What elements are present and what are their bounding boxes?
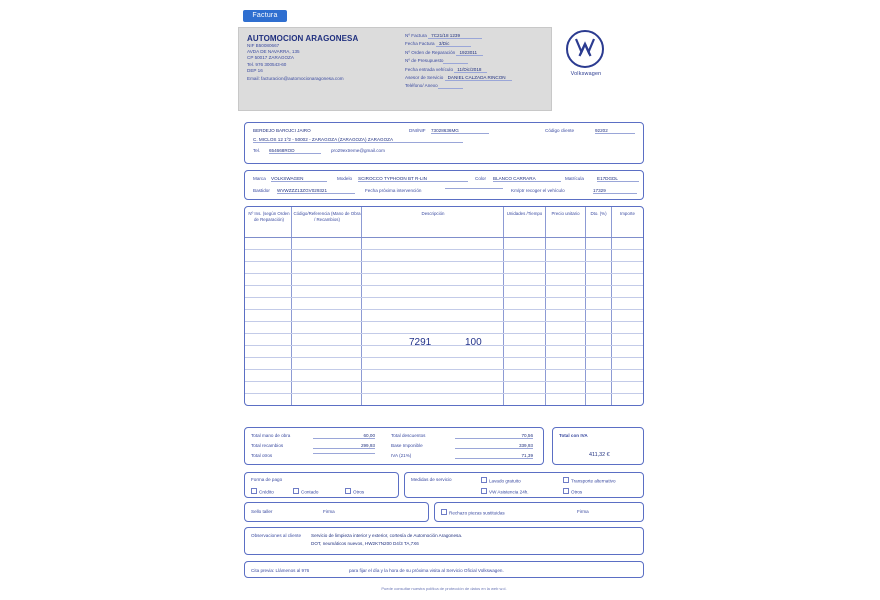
measure-option-label: Otros — [571, 489, 583, 495]
payment-option-label: Contado — [301, 489, 319, 495]
totals-box — [244, 427, 544, 465]
total-parts-value: 299,93 — [313, 443, 375, 449]
meta-label: Nº Factura — [405, 33, 427, 38]
observations-box — [244, 527, 644, 555]
checkbox-icon[interactable] — [293, 488, 299, 494]
total-labour-label: Total mano de obra — [251, 433, 291, 438]
vehicle-pickup: 17329 — [593, 188, 637, 194]
grand-total-label: Total con IVA — [559, 433, 588, 438]
payment-title: Forma de pago — [251, 477, 283, 482]
stamp-firm-label: Firma — [323, 509, 335, 514]
vehicle-box — [244, 170, 644, 200]
meta-label: Nº de Presupuesto — [405, 58, 444, 64]
meta-row — [405, 40, 545, 48]
meta-label: Fecha entrada vehículo — [405, 66, 454, 72]
payment-option-credito[interactable] — [251, 488, 274, 495]
client-email: pro29extreme@gmail.com — [331, 148, 385, 153]
vehicle-pickup-label: Km/ptr recoger el vehículo — [511, 188, 565, 193]
vehicle-brand-label: Marca — [253, 176, 266, 181]
invoice-header-block — [238, 27, 552, 111]
appointment-box — [244, 561, 644, 578]
client-code-label: Código cliente — [545, 128, 575, 133]
taxable-base-label: Base Imponible — [391, 443, 423, 448]
vehicle-next-label: Fecha próxima intervención — [365, 188, 422, 193]
meta-row — [405, 32, 545, 40]
measure-option-otros[interactable] — [563, 488, 582, 495]
privacy-footnote: Puede consultar nuestra política de protección de datos en la web w.d. — [381, 586, 507, 591]
meta-row — [405, 74, 545, 82]
meta-row — [405, 82, 545, 90]
total-labour-value: 60,00 — [313, 433, 375, 439]
company-line: Tel. 976 300543-60 — [247, 61, 287, 67]
company-email: Email: facturacion@automocionaragonesa.com — [247, 76, 344, 82]
client-phone-label: Tel. — [253, 148, 261, 153]
checkbox-icon[interactable] — [563, 477, 569, 483]
invoice-meta-block — [405, 32, 545, 91]
observations-title: Observaciones al cliente — [251, 533, 302, 538]
company-name: AUTOMOCION ARAGONESA — [247, 34, 359, 43]
stamp-title: Sello taller — [251, 509, 273, 514]
vehicle-plate: E17DGDL — [597, 176, 639, 182]
stamp-box — [244, 502, 429, 522]
meta-label: Fecha Factura — [405, 41, 435, 47]
vehicle-next — [445, 188, 503, 189]
brand-name: Volkswagen — [570, 71, 602, 77]
measures-title: Medidas de servicio — [411, 477, 452, 482]
rejected-parts-option[interactable] — [441, 509, 505, 516]
grand-total-box — [552, 427, 644, 465]
checkbox-icon[interactable] — [563, 488, 569, 494]
meta-row — [405, 66, 545, 74]
meta-label: Nº Orden de Reparación — [405, 49, 456, 55]
company-block — [247, 34, 397, 82]
payment-box — [244, 472, 399, 498]
checkbox-icon[interactable] — [481, 488, 487, 494]
company-line: CP 50017 ZARAGOZA — [247, 55, 294, 61]
payment-option-label: Otros — [353, 489, 365, 495]
total-others-value — [313, 453, 375, 454]
vat-label: IVA (21%) — [391, 453, 412, 458]
meta-value: DANIEL CALZADA RINCON — [445, 75, 512, 81]
client-phone: 654668ROD — [269, 148, 321, 154]
meta-row — [405, 57, 545, 65]
checkbox-icon[interactable] — [345, 488, 351, 494]
meta-value: 1923011 — [456, 50, 483, 56]
col-header-amount: Importe — [620, 211, 635, 216]
measure-option-lavado[interactable] — [481, 477, 521, 484]
total-parts-label: Total recambios — [251, 443, 284, 448]
meta-value: 3/Dic — [436, 41, 471, 47]
appointment-text-left: Cita previa: Llámenos al 976 — [251, 568, 310, 573]
meta-value: 11/Dic/2018 — [454, 67, 487, 73]
measure-option-label: Transporte alternativo — [571, 478, 616, 484]
vehicle-vin: WVWZZZ13ZGV029321 — [277, 188, 355, 194]
vehicle-color-label: Color — [475, 176, 486, 181]
checkbox-icon[interactable] — [481, 477, 487, 483]
handwritten-value: 7291 — [409, 337, 432, 348]
meta-value — [443, 58, 468, 64]
meta-label: Teléfono/ Anexo — [405, 83, 438, 89]
rejected-parts-box — [434, 502, 644, 522]
client-name: BERDEJO BAROJCI JAIRO — [253, 128, 311, 133]
vehicle-plate-label: Matrícula — [565, 176, 584, 181]
vat-value: 71,39 — [455, 453, 533, 459]
volkswagen-logo-icon — [566, 30, 604, 68]
total-discount-label: Total descuentos — [391, 433, 426, 438]
measure-option-asistencia[interactable] — [481, 488, 529, 495]
client-dni-label: DNI/NIF — [409, 128, 426, 133]
col-header-code: Código/Referencia (Mano de Obra / Recambios) — [293, 211, 361, 222]
payment-option-otros[interactable] — [345, 488, 364, 495]
company-line: NIF B50080667 — [247, 43, 280, 48]
checkbox-icon[interactable] — [441, 509, 447, 515]
vehicle-model-label: Modelo — [337, 176, 353, 181]
client-box — [244, 122, 644, 164]
company-line: AVDA DE NAVARRA, 135 — [247, 49, 300, 55]
col-header-units: Unidades /Tiempo — [506, 211, 543, 216]
measure-option-label: VW Asistencia 24h. — [489, 489, 529, 495]
vehicle-color: BLANCO CARRARA — [493, 176, 561, 182]
col-header-unit-price: Precio unitario — [551, 211, 580, 216]
total-discount-value: 70,56 — [455, 433, 533, 439]
meta-value: 7C21/18 1239 — [428, 33, 482, 39]
measure-option-transporte[interactable] — [563, 477, 616, 484]
col-header-discount: Dto. (%) — [590, 211, 607, 216]
client-address: C. MICLOS 12 1º2 - 50002 - ZARAGOZA (ZARAGOZA) ZARAGOZA — [253, 137, 463, 143]
measures-box — [404, 472, 644, 498]
vehicle-brand: VOLKSWAGEN — [271, 176, 327, 182]
rejected-parts-title: Rechazo piezas sustituidas — [449, 510, 505, 516]
payment-option-contado[interactable] — [293, 488, 318, 495]
vehicle-model: SCIROCCO TYPHOON BT R-LIN — [358, 176, 468, 182]
rejected-parts-firm-label: Firma — [577, 509, 589, 514]
measure-option-label: Lavado gratuito — [489, 478, 521, 484]
items-table — [244, 206, 644, 406]
col-header-description: Descripción — [421, 211, 445, 216]
client-code: 92202 — [595, 128, 635, 134]
client-dni: 73028636MG — [431, 128, 489, 134]
meta-label: Asesor de Servicio — [405, 75, 444, 81]
table-header-rule — [245, 237, 643, 238]
appointment-text-right: para fijar el día y la hora de su próxima visita al Servicio Oficial Volkswagen. — [349, 568, 504, 573]
meta-value — [438, 83, 463, 89]
document-type-tag[interactable]: Factura — [243, 10, 287, 22]
total-others-label: Total otros — [251, 453, 273, 458]
payment-option-label: Crédito — [259, 489, 274, 495]
vehicle-vin-label: Bastidor — [253, 188, 270, 193]
grand-total-value: 411,32 € — [589, 452, 610, 458]
col-header-num: Nº Ins. (según Orden de Reparación) — [248, 211, 290, 222]
meta-row — [405, 49, 545, 57]
checkbox-icon[interactable] — [251, 488, 257, 494]
company-line: DEP 16 — [247, 67, 263, 73]
taxable-base-value: 339,93 — [455, 443, 533, 449]
observations-text: Servicio de limpieza interior y exterior, cortesía de Automoción Aragonesa. — [311, 533, 463, 538]
handwritten-value: 100 — [465, 337, 482, 348]
observations-text-2: DOT, neumáticos nuevos, HW2K7N200 D4/3 TA,7X6 — [311, 541, 419, 546]
